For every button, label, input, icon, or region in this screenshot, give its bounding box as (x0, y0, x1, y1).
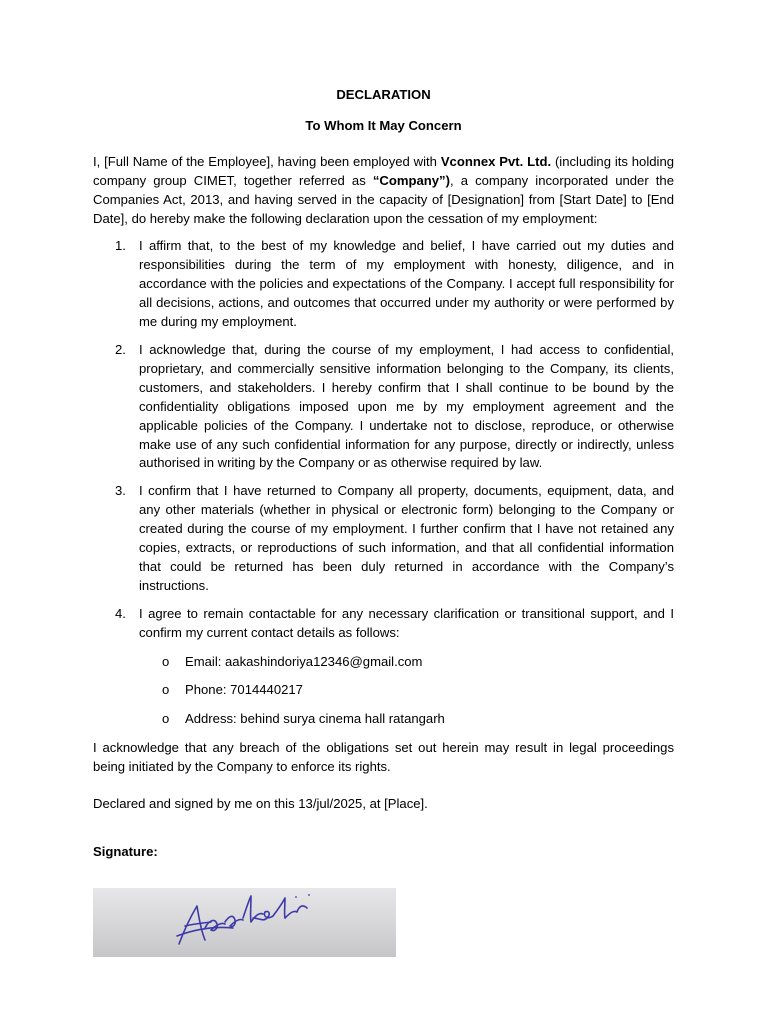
contact-address (93, 710, 674, 729)
company-term: “Company”) (372, 172, 450, 188)
intro-text-2: (including its holding company group CIMET, together referred as (93, 153, 675, 188)
acknowledgement-paragraph: I acknowledge that any breach of the obligations set out herein may result in legal proceedings being initiated by the Company to enforce its rights. (93, 740, 674, 775)
clause-text: I confirm that I have returned to Company all property, documents, equipment, data, and any other materials (whether in physical or electronic form) belonging to the Company or created during the course of my employment. I further confirm that I have not retained any copies, extracts, or reproductions of such information, and that all confidential information that could be returned has been duly returned in accordance with the Company’s instructions. (139, 483, 674, 593)
clause-item (93, 237, 674, 332)
document-body (93, 86, 674, 862)
salutation: To Whom It May Concern (305, 117, 462, 133)
signature-image (93, 888, 396, 957)
email-value: Email: aakashindoriya12346@gmail.com (185, 653, 423, 669)
intro-paragraph (93, 153, 674, 229)
clause-number: 3. (115, 483, 126, 499)
clause-number: 2. (115, 341, 126, 357)
clause-text: I affirm that, to the best of my knowledge and belief, I have carried out my duties and responsibilities during the term of my employment with honesty, diligence, and in accordance with the policies and expectations of the Company. I accept full responsibility for all decisions, actions, and outcomes that occurred under my authority or were performed by me during my employment. (139, 238, 674, 330)
signature-label: Signature: (93, 844, 158, 859)
phone-value: Phone: 7014440217 (185, 682, 303, 698)
company-name: Vconnex Pvt. Ltd. (440, 153, 552, 169)
clause-text: I acknowledge that, during the course of my employment, I had access to confidential, proprietary, and commercially sensitive information belonging to the Company, its clients, customers, and stakeholders. I hereby confirm that I shall continue to be bound by the confidentiality obligations imposed upon me by my employment agreement and the applicable policies of the Company. I undertake not to disclose, reproduce, or otherwise make use of any such confidential information for any purpose, directly or indirectly, unless authorised in writing by the Company or as otherwise required by law. (139, 341, 674, 471)
declaration-clauses (93, 237, 674, 642)
handwritten-signature (93, 888, 396, 957)
bullet-marker: o (162, 682, 170, 698)
intro-text-3: , a company incorporated under the Companies Act, 2013, and having served in the capacity of [Designation] from [Start Date] to [End Date], do hereby make the following declaration upon the cessation of my employment: (93, 172, 674, 226)
page-title: DECLARATION (336, 87, 431, 102)
clause-item (93, 605, 674, 643)
declaration-date-line: Declared and signed by me on this 13/jul/2025, at [Place]. (93, 796, 428, 812)
address-value: Address: behind surya cinema hall ratangarh (185, 711, 445, 727)
contact-email (93, 653, 674, 672)
contact-details-list (93, 653, 674, 730)
clause-item (93, 341, 674, 473)
clause-number: 1. (115, 238, 126, 254)
bullet-marker: o (162, 711, 170, 727)
intro-text-1: I, [Full Name of the Employee], having been employed with (93, 153, 441, 169)
bullet-marker: o (162, 653, 170, 669)
clause-text: I agree to remain contactable for any necessary clarification or transitional support, and I confirm my current contact details as follows: (139, 605, 674, 640)
clause-number: 4. (115, 605, 126, 621)
contact-phone (93, 681, 674, 700)
clause-item (93, 482, 674, 595)
